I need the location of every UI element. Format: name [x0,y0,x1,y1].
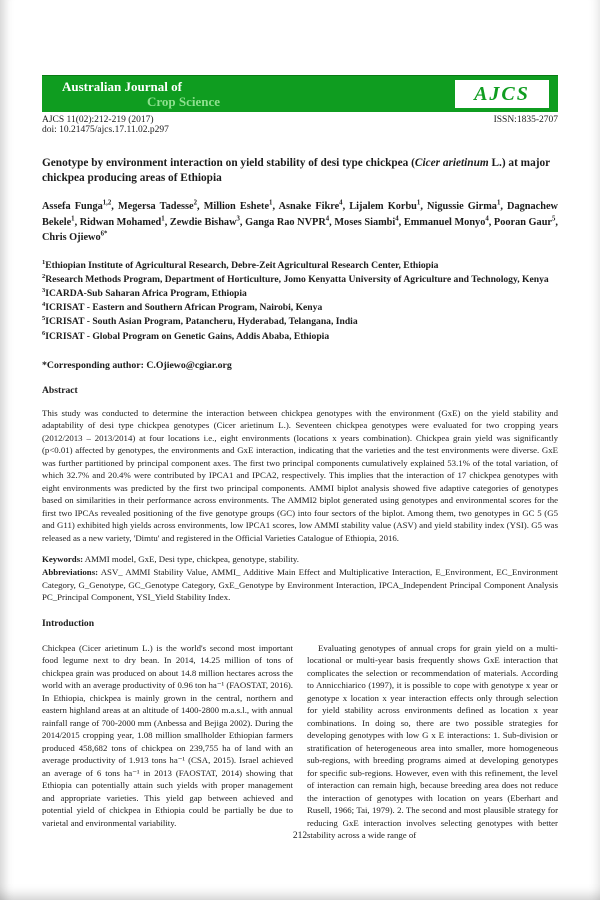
affiliation: $^5$ICRISAT - South Asian Program, Patancheru, Hyderabad, Telangana, India [42,315,358,328]
abbreviations-label: Abbreviations: [42,567,99,578]
journal-name-line2: Crop Science [147,93,221,109]
author: Megersa Tadesse$^2$, [117,199,204,212]
affiliation: $^3$ICARDA-Sub Saharan Africa Program, Ethiopia [42,287,247,300]
doi-text: doi: 10.21475/ajcs.17.11.02.p297 [42,125,169,135]
author: Dagnachew Bekele$^1$, [42,200,558,228]
author: Assefa Funga$^{1,2}$, [42,199,118,212]
intro-right-paragraph: Evaluating genotypes of annual crops for grain yield on a multi-locational or multi-year basis frequently shows GxE interaction that complicates the selection or recommendation of materials. According to Annicchiarico (1997), it is possible to cope with genotype x year or genotype x location x year interaction effects only through selection for yield stability across environments defined as location x year combinations. In doing so, there are two possible strategies for developing genotypes with low G x E interactions: 1. Sub-division or stratification of heterogeneous area into smaller, more homogeneous sub-regions, with breeding programs aimed at developing genotypes for specific sub-regions. However, even with this refinement, the level of interaction can remain high, because breeding area does not reduce the interaction of genotypes with location on years (Eberhart and Rusell, 1966; Tai, 1979). 2. The second and most plausible strategy for reducing GxE interaction involves selecting genotypes with better stability across a wide range of [307,642,558,841]
abbreviations-text: ASV_ AMMI Stability Value, AMMI_ Additive Main Effect and Multiplicative Interaction, E_Environment, EC_Environment Category, G_Genotype, GC_Genotype Category, GxE_Genotype by Environment Interaction, IPCA_Independent Principal Component Analysis PC_Principal Component, YSI_Yield Stability Index. [42,567,558,603]
author: Million Eshete$^1$, [203,199,279,212]
intro-left-paragraph: Chickpea (Cicer arietinum L.) is the world's second most important food legume next to dry bean. In 2014, 14.25 million of tons of chickpea grain was produced on about 14.8 million hectares across the world with an average productivity of 0.96 ton ha⁻¹ (FAOSTAT, 2016). In Ethiopia, chickpea is mainly grown in the central, northern and eastern highland areas at an altitude of 1400-2800 m.a.s.l., with annual rainfall range of 700-2000 mm (Anbessa and Bejiga 2002). During the 2014/2015 cropping year, 1.08 million smallholder Ethiopian farmers produced 458,682 tons of chickpea on 239,755 ha of land with an average productivity of 1.913 tons ha⁻¹ (CSA, 2015). Israel achieved an average of 6 tons ha⁻¹ in 2013 (FAOSTAT, 2014) showing that Ethiopia can potentially attain such yields with proper management and appropriate varieties. This yield gap between achieved and potential yield of chickpea in Ethiopia could be partially be due to varietal and environmental variability. [42,642,293,828]
author: Moses Siambi$^4$, [334,215,404,228]
page-number: 212 [292,831,308,841]
introduction-heading: Introduction [42,617,95,629]
author: Pooran Gaur$^5$, [493,215,558,228]
corresponding-author: *Corresponding author: C.Ojiewo@cgiar.org [42,359,232,371]
abbreviations-line [42,566,558,603]
issn-text: ISSN:1835-2707 [493,115,558,125]
affiliation: $^2$Research Methods Program, Department of Horticulture, Jomo Kenyatta University of Agriculture and Technology, Kenya [42,273,549,286]
author: Chris Ojiewo$^{6*}$ [42,231,108,244]
author: Lijalem Korbu$^1$, [349,199,428,212]
author-list [42,198,558,246]
journal-banner [42,75,558,112]
affiliation: $^6$ICRISAT - Global Program on Genetic Gains, Addis Ababa, Ethiopia [42,329,330,342]
title-species-name: Cicer arietinum [414,157,489,169]
author: Emmanuel Monyo$^4$, [403,215,494,228]
intro-left-column [42,642,293,842]
page-content [0,75,600,842]
abstract-heading: Abstract [42,384,78,396]
affiliation: $^1$Ethiopian Institute of Agricultural Research, Debre-Zeit Agricultural Research Center, Ethiopia [42,258,439,272]
keywords-line [42,553,558,565]
citation-row [42,115,558,125]
affiliation-list [42,259,558,344]
intro-right-column [307,642,558,842]
keywords-label: Keywords: [42,554,84,564]
citation-text: AJCS 11(02):212-219 (2017) [42,115,154,125]
doi-line [42,125,558,135]
title-prefix: Genotype by environment interaction on yield stability of desi type chickpea ( [42,157,415,169]
author: Nigussie Girma$^1$, [427,199,508,212]
title-suffix: L.) at major chickpea producing areas of Ethiopia [42,157,550,184]
keywords-text: AMMI model, GxE, Desi type, chickpea, genotype, stability. [83,554,299,564]
introduction-columns [42,642,558,842]
article-title [42,156,558,185]
author: Ridwan Mohamed$^1$, [79,215,170,228]
author: Ganga Rao NVPR$^4$, [245,215,335,228]
author: Zewdie Bishaw$^3$, [169,215,246,228]
journal-name-line1: Australian Journal of [62,79,182,94]
author: Asnake Fikre$^4$, [278,199,350,212]
journal-logo [455,80,549,108]
abstract-text: This study was conducted to determine the interaction between chickpea genotypes with the environment (GxE) on the yield stability and adaptability of desi type chickpea genotypes (Cicer arietinum L.). Seventeen chickpea genotypes were evaluated for two cropping years (2012/2013 – 2013/2014) at four locations i.e., eight environments (locations x years combination). Chickpea grain yield was significantly (p<0.01) affected by genotypes, the environments and GxE interaction, indicating that the varieties and the test environments were diverse. GxE was further partitioned by principal component axes. The first two principal components cumulatively explained 53.1% of the total variation, of which 32.7% and 20.4% were contributed by IPCA1 and IPCA2, respectively. This implies that the interaction of 17 chickpea genotypes with eight environments was predicted by the first two principal components. AMMI biplot analysis showed five adaptive categories of genotypes based on similarities in their performance across environments. The AMMI2 biplot generated using genotypes and environmental scores for the first two IPCAs revealed positioning of the five genotype groups (GC) into four sectors of the biplot. Among them, two genotypes in GC 5 (G5 and G11) exhibited high yields across environments, low IPCA1 scores, low AMMI stability value (ASV) and yield stability index (YSI). G5 was released as a new variety, 'Dimtu' and registered in the Official Varieties Catalogue of Ethiopia, 2016. [42,407,558,543]
journal-logo-text: AJCS [474,82,530,105]
affiliation: $^4$ICRISAT - Eastern and Southern African Program, Nairobi, Kenya [42,301,323,314]
